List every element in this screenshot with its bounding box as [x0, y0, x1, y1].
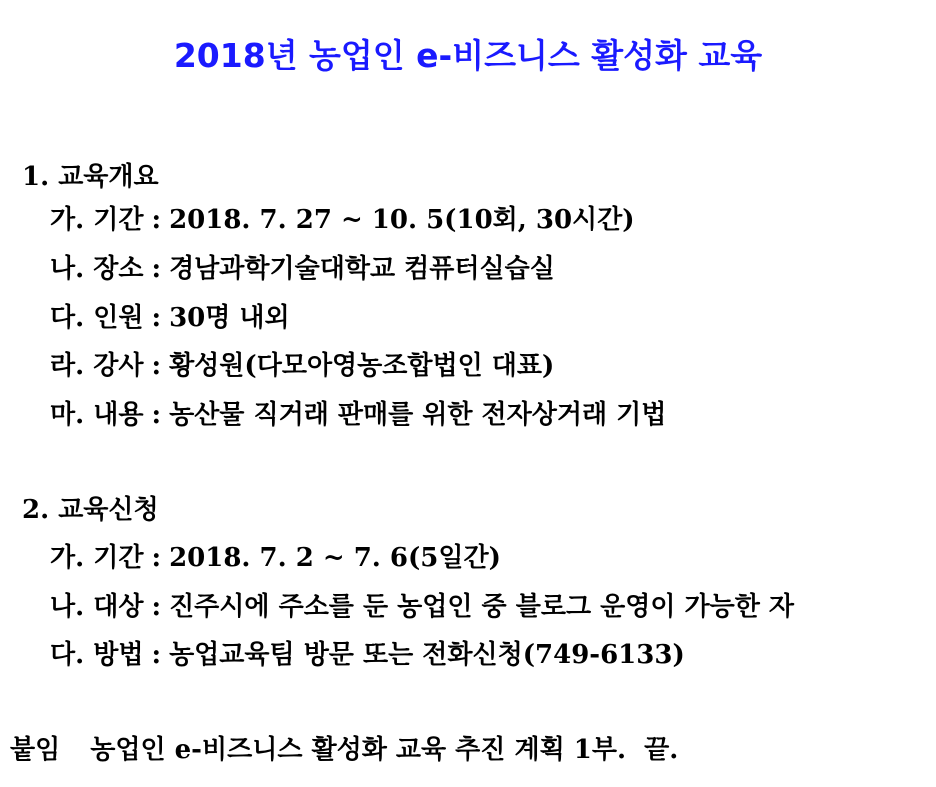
- attachment-label: 붙임: [10, 735, 61, 765]
- row-separator: :: [151, 205, 162, 235]
- row-separator: :: [151, 543, 162, 573]
- row-label: 가. 기간: [50, 543, 144, 573]
- attachment-line: [10, 730, 678, 770]
- row-label: 다. 방법: [50, 640, 144, 670]
- application-period-row: [50, 538, 501, 578]
- row-separator: :: [151, 400, 162, 430]
- row-label: 가. 기간: [50, 205, 144, 235]
- row-label: 마. 내용: [50, 400, 144, 430]
- row-label: 나. 장소: [50, 254, 144, 284]
- overview-location-row: [50, 249, 555, 289]
- row-value: 2018. 7. 27 ~ 10. 5(10회, 30시간): [169, 205, 635, 235]
- row-separator: :: [151, 592, 162, 622]
- overview-instructor-row: [50, 346, 554, 386]
- row-value: 농업교육팀 방문 또는 전화신청(749-6133): [169, 640, 685, 670]
- row-label: 라. 강사: [50, 351, 144, 381]
- row-separator: :: [151, 640, 162, 670]
- row-value: 경남과학기술대학교 컴퓨터실습실: [169, 254, 555, 284]
- row-separator: :: [151, 254, 162, 284]
- row-label: 나. 대상: [50, 592, 144, 622]
- row-label: 다. 인원: [50, 303, 144, 333]
- overview-headcount-row: [50, 298, 290, 338]
- section-heading-overview: 1. 교육개요: [22, 162, 159, 192]
- row-value: 진주시에 주소를 둔 농업인 중 블로그 운영이 가능한 자: [169, 592, 795, 622]
- row-separator: :: [151, 303, 162, 333]
- application-target-row: [50, 587, 794, 627]
- row-value: 30명 내외: [169, 303, 290, 333]
- row-value: 황성원(다모아영농조합법인 대표): [169, 351, 555, 381]
- application-method-row: [50, 635, 685, 675]
- overview-content-row: [50, 395, 666, 435]
- document-title: 2018년 농업인 e-비즈니스 활성화 교육: [173, 36, 763, 75]
- overview-period-row: [50, 200, 635, 240]
- row-value: 농산물 직거래 판매를 위한 전자상거래 기법: [169, 400, 667, 430]
- row-separator: :: [151, 351, 162, 381]
- row-value: 2018. 7. 2 ~ 7. 6(5일간): [169, 543, 501, 573]
- attachment-text: 농업인 e-비즈니스 활성화 교육 추진 계획 1부.: [90, 735, 626, 765]
- end-mark: 끝.: [644, 735, 679, 765]
- section-heading-application: 2. 교육신청: [22, 495, 159, 525]
